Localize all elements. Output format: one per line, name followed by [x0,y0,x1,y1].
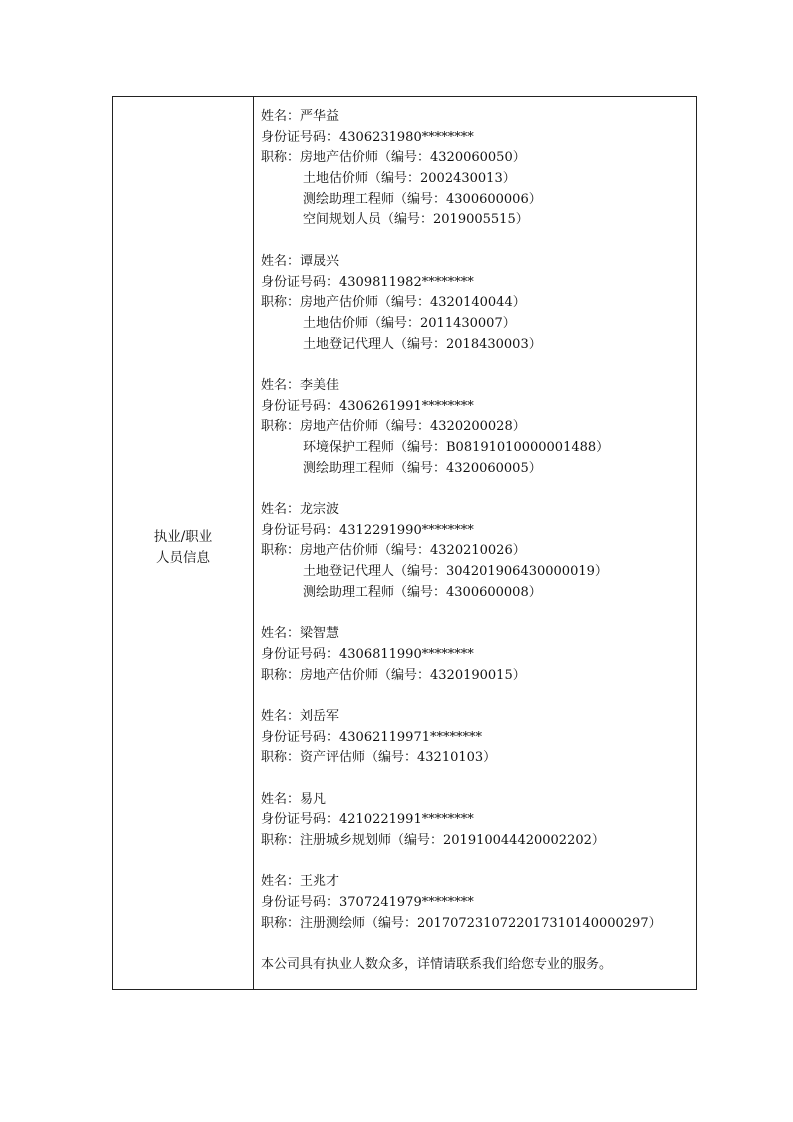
person-name: 姓名：严华益 [261,109,340,124]
person-entry [261,872,691,934]
person-title: 土地登记代理人（编号：2018430003） [303,336,542,352]
person-name: 姓名：刘岳军 [261,708,340,724]
person-title: 环境保护工程师（编号：B08191010000001488） [303,440,610,455]
footer-note: 本公司具有执业人数众多，详情请联系我们给您专业的服务。 [261,957,613,973]
row-header [113,527,253,569]
person-title: 职称：房地产估价师（编号：4320140044） [261,295,526,311]
person-entry [261,500,691,603]
column-divider [253,97,254,989]
person-title: 土地估价师（编号：2002430013） [303,171,516,187]
person-name: 姓名：谭晟兴 [261,253,340,269]
person-id: 身份证号码：4306261991******** [261,398,474,414]
person-entry [261,376,691,479]
info-table [112,96,697,990]
person-entry [261,252,691,355]
person-title: 职称：注册测绘师（编号：20170723107220173101400002​97） [261,915,662,931]
person-entry [261,790,691,852]
person-title: 职称：注册城乡规划师（编号：201910044420002202） [261,833,605,849]
person-id: 身份证号码：4306231980******** [261,129,474,145]
person-title: 土地登记代理人（编号：304201906430000019） [303,564,608,580]
person-title: 空间规划人员（编号：2019005515） [303,212,529,228]
person-id: 身份证号码：43062119971******** [261,729,482,745]
personnel-list [261,107,691,976]
person-title: 测绘助理工程师（编号：4320060005） [303,460,542,476]
person-entry [261,624,691,686]
person-id: 身份证号码：4309811982******** [261,274,474,290]
person-title: 土地估价师（编号：2011430007） [303,315,516,331]
person-id: 身份证号码：4210221991******** [261,812,474,828]
person-entry [261,107,691,231]
person-title: 职称：房地产估价师（编号：4320210026） [261,543,526,559]
person-name: 姓名：王兆才 [261,874,340,890]
person-id: 身份证号码：4312291990******** [261,522,474,538]
person-title: 测绘助理工程师（编号：4300600008） [303,584,542,600]
person-id: 身份证号码：4306811990******** [261,646,474,662]
person-name: 姓名：梁智慧 [261,626,340,642]
person-title: 测绘助理工程师（编号：4300600006） [303,191,542,207]
person-name: 姓名：李美佳 [261,377,340,393]
person-id: 身份证号码：3707241979******** [261,895,474,911]
row-header-line1: 执业/职业 [153,529,213,545]
person-entry [261,707,691,769]
person-title: 职称：资产评估师（编号：43210103） [261,750,497,766]
row-header-line2: 人员信息 [156,550,210,566]
person-name: 姓名：龙宗波 [261,502,340,518]
person-name: 姓名：易凡 [261,791,327,807]
person-title: 职称：房地产估价师（编号：4320190015） [261,667,526,683]
person-title: 职称：房地产估价师（编号：4320200028） [261,419,526,435]
person-title: 职称：房地产估价师（编号：4320060050） [261,150,526,166]
